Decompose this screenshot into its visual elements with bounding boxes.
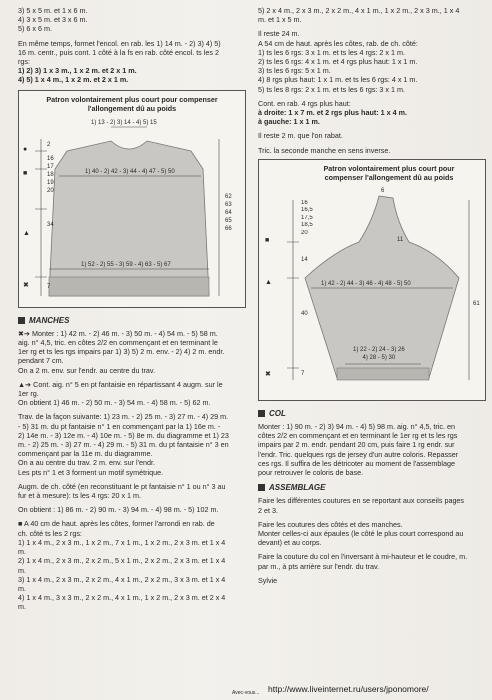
circle-symbol-icon: ● [23,145,28,153]
text-line: Cont. en rab. 4 rgs plus haut: [258,98,351,108]
text-line: 1er rg. [18,389,39,399]
text-line: 5) 6 x 6 m. [18,24,52,34]
manches-body [18,329,250,612]
text-line: 4) 3 x 5 m. et 3 x 6 m. [18,15,88,25]
text-line: m. [18,583,26,593]
text-line: aig. n° 4,5, tric. en côtes 2/2 en commençant et en terminant le [18,338,218,348]
text-line: On a 2 m. env. sur l'endr. au centre du trav. [18,365,155,375]
text-line: A 54 cm de haut. après les côtes, rab. de ch. côté: [258,38,418,48]
body-pattern-diagram [18,90,246,308]
text-line: côtes 2/2 en commençant et en terminant le 1er rg et ts les rgs [258,431,458,441]
section-square-icon [258,410,265,417]
text-line: 3) ts les 6 rgs: 5 x 1 m. [258,66,331,76]
text-line: On obtient 1) 46 m. - 2) 50 m. - 3) 54 m. - 4) 58 m. - 5) 62 m. [18,398,211,408]
col-heading: COL [258,409,486,418]
text-line: Il reste 2 m. que l'on rabat. [258,131,343,141]
triangle-symbol-icon: ▲ [23,229,30,237]
sleeve-width-label: 1) 42 - 2) 44 - 3) 46 - 4) 48 - 5) 50 [321,280,411,287]
text-line: m. et 1 x 5 m. [258,15,302,25]
left-measure: 34 [47,221,54,228]
text-line: ces rgs. Il suffira de les détricoter au moment de l'assemblage [258,458,455,468]
hem-width-label: 1) 52 - 2) 55 - 3) 59 - 4) 63 - 5) 67 [81,261,171,268]
text-line: 4) 1 x 4 m., 3 x 3 m., 2 x 2 m., 4 x 1 m., 1 x 2 m., 2 x 3 m. et 2 x 4 [18,593,226,603]
text-line: ■ A 40 cm de haut. après les côtes, former l'arrondi en rab. de [18,519,215,529]
text-line: 2) ts les 6 rgs: 4 x 1 m. et 4 rgs plus haut: 1 x 1 m. [258,57,418,67]
text-line: Augm. de ch. côté (en reconstituant le pt fantaisie n° 1 ou n° 3 au [18,481,226,491]
text-line: 4) 5) 1 x 4 m., 1 x 2 m. et 2 x 1 m. [18,75,129,85]
text-line: Monter : 1) 90 m. - 2) 3) 94 m. - 4) 5) 98 m. aig. n° 4,5, tric. en [258,422,456,432]
text-line: fur et à mesure): ts les 4 rgs: 20 x 1 m. [18,491,142,501]
text-line: l'endr. Tric. quelques rgs de jersey d'un autre coloris. Repasser [258,449,459,459]
watermark-url: http://www.liveinternet.ru/users/jponomore/ [268,684,429,694]
text-line: Faire les coutures des côtés et des manches. [258,519,403,529]
text-line: - 5) 31 m. du pt fantaisie n° 1 en commençant par la 1) 16e m. - [18,421,221,431]
left-measure: 7 [47,283,51,290]
text-line: 2) 1 x 4 m., 2 x 3 m., 2 x 2 m., 5 x 1 m., 2 x 2 m., 2 x 3 m. et 1 x 4 [18,556,226,566]
signature: Sylvie [258,575,278,585]
text-line: ▲➔ Cont. aig. n° 5 en pt fantaisie en répartissant 4 augm. sur le [18,379,223,389]
left-measure: 40 [301,310,308,317]
text-line: On obtient : 1) 86 m. - 2) 90 m. - 3) 94 m. - 4) 98 m. - 5) 102 m. [18,505,219,515]
diagram-title: Patron volontairement plus court pour compenser l'allongement dû au poids [323,163,455,182]
square-symbol-icon: ■ [23,169,28,177]
assemblage-body [258,496,486,585]
triangle-symbol-icon: ▲ [265,278,272,286]
text-line: 4) 8 rgs plus haut: 1 x 1 m. et ts les 6 rgs: 4 x 1 m. [258,75,418,85]
left-measure: 2 [47,141,51,148]
text-line: 1) 2) 3) 1 x 3 m., 1 x 2 m. et 2 x 1 m. [18,66,137,76]
left-measure: 7 [301,370,305,377]
text-line: On a au centre du trav. 2 m. env. sur l'endr. [18,458,155,468]
cap-top-measure: 6 [381,187,385,194]
text-line: commençant par la 11e m. du diagramme. [18,449,153,459]
text-line: ch. côté ts les 2 rgs: [18,528,82,538]
ribbing-band [49,277,209,296]
text-line: impairs par 2 m. endr. pendant 20 cm, puis faire 1 rg endr. sur [258,440,455,450]
cuff-width-label: 1) 22 - 2) 24 - 3) 26 4) 28 - 5) 30 [353,346,405,361]
section-square-icon [18,317,25,324]
text-line: Tric. la seconde manche en sens inverse. [258,145,391,155]
body-shape [49,141,209,296]
section-square-icon [258,484,265,491]
text-line: pendant 7 cm. [18,356,64,366]
right-top-text [258,6,486,155]
text-line: par m., à pts arrière sur l'endr. du trav. [258,561,380,571]
text-line: 2 et 3. [258,505,278,515]
text-line: m. [18,565,26,575]
sleeve-pattern-diagram [258,159,486,401]
text-line: Les pts n° 1 et 3 forment un motif symétrique. [18,467,164,477]
diagram-title: Patron volontairement plus court pour compenser l'allongement dû au poids [46,94,218,113]
text-line: ✖➔ Monter : 1) 42 m. - 2) 46 m. - 3) 50 m. - 4) 54 m. - 5) 58 m. [18,328,218,338]
left-measure: 14 [301,256,308,263]
text-line: à gauche: 1 x 1 m. [258,117,320,127]
text-line: 1) 1 x 4 m., 2 x 3 m., 1 x 2 m., 7 x 1 m., 1 x 2 m., 2 x 3 m. et 1 x 4 [18,537,226,547]
text-line: Faire les différentes coutures en se reportant aux conseils pages [258,496,465,506]
text-line: 1) ts les 6 rgs: 3 x 1 m. et ts les 4 rgs: 2 x 1 m. [258,47,405,57]
text-line: m. [18,547,26,557]
text-line: Trav. de la façon suivante: 1) 23 m. - 2) 25 m. - 3) 27 m. - 4) 29 m. [18,412,229,422]
text-line: 5) 2 x 4 m., 2 x 3 m., 2 x 2 m., 4 x 1 m., 1 x 2 m., 2 x 3 m., 1 x 4 [258,6,460,15]
meme-temps-paragraph [18,39,250,85]
neck-width-label: 1) 13 - 2) 3) 14 - 4) 5) 15 [91,119,157,126]
text-line: devant) et au corps. [258,538,322,548]
text-line: 16 m. centr., puis cont. 1 côté à la fs en rab. côté encol. ts les 2 [18,47,219,57]
cross-symbol-icon: ✖ [265,370,271,378]
text-line: 1er rg et ts les rgs impairs par 1) 3) 5) 2 m. env. - 2) 4) 2 m. endr. [18,347,225,357]
text-line: 3) 5 x 5 m. et 1 x 6 m. [18,6,88,15]
text-line: m. [18,602,26,612]
cap-measure-stack: 16 16,5 17,5 18,5 20 [301,199,313,236]
right-measure-stack: 62 63 64 65 66 [225,193,232,232]
text-line: Il reste 24 m. [258,29,300,39]
square-symbol-icon: ■ [265,236,270,244]
text-line: rgs: [18,57,30,67]
assemblage-heading: ASSEMBLAGE [258,483,486,492]
text-line: 3) 1 x 4 m., 2 x 3 m., 2 x 2 m., 4 x 1 m., 2 x 2 m., 3 x 3 m. et 1 x 4 [18,574,226,584]
cuff-band [337,368,429,380]
text-line: pour retrouver le coloris de base. [258,468,364,478]
text-line: En même temps, formet l'encol. en rab. les 1) 14 m. - 2) 3) 4) 5) [18,38,221,48]
chest-width-label: 1) 40 - 2) 42 - 3) 44 - 4) 47 - 5) 50 [85,168,175,175]
text-line: m. - 2) 25 m. - 3) 27 m. - 4) 29 m. - 5) 31 m. du pt fantaisie n° 3 en [18,440,229,450]
text-line: 5) ts les 8 rgs: 2 x 1 m. et ts les 6 rgs: 3 x 1 m. [258,84,405,94]
text-line: à droite: 1 x 7 m. et 2 rgs plus haut: 1 x 4 m. [258,108,407,118]
left-measure-stack: 16 17 18 19 20 [47,155,54,194]
cap-right-measure: 11 [397,236,404,243]
left-top-lines [18,6,250,34]
col-body [258,422,486,477]
cross-symbol-icon: ✖ [23,281,29,289]
text-line: Faire la couture du col en l'inversant à mi-hauteur et le coudre, m. [258,552,468,562]
right-column [258,6,486,585]
manches-heading: MANCHES [18,316,250,325]
text-line: Monter celles-ci aux épaules (le côté le plus court correspond au [258,529,464,539]
page-footer: Avec-vous... [232,690,260,696]
text-line: 2) 14e m. - 3) 12e m. - 4) 10e m. - 5) 8e m. du diagramme et 1) 23 [18,430,229,440]
left-column [18,6,250,612]
right-measure: 61 [473,300,480,307]
